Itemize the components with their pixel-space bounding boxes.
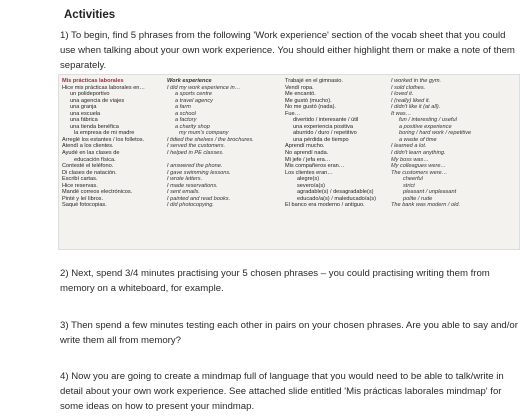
vocab-row: I worked in the gym. [391,78,442,84]
vocab-row: una escuela [70,110,101,117]
vocab-column-spanish-2 [285,78,376,209]
vocab-row: agradable(s) / desagradable(s) [297,189,374,196]
vocab-row: cheerful [403,176,423,183]
vocab-row: I tidied the shelves / the brochures. [167,136,254,143]
vocab-row: It was… [391,110,412,117]
vocab-row: Trabajé en el gimnasio. [285,78,343,84]
vocab-row: pleasant / unpleasant [403,189,457,196]
vocab-row: strict [403,182,415,189]
vocab-row: Atendí a los clientes. [62,143,114,150]
vocab-row: a school [175,110,196,117]
vocab-row: Vendí ropa. [285,84,314,91]
vocab-row: a positive experience [399,123,452,130]
vocab-row: divertido / interesante / útil [293,117,359,124]
vocab-row: Arreglé los estantes / los folletos. [62,136,145,143]
vocab-row: a factory [175,117,197,124]
vocab-row: boring / hard work / repetitive [399,130,472,137]
instruction-4: 4) Now you are going to create a mindmap full of language that you would need to be able to talk/write in detail about your own work experience. See attached slide entitled 'Mis prácticas laborales mindmap' for some ideas on how to present your mindmap. [60,371,504,413]
vocab-row: I did my work experience in… [167,84,241,91]
vocab-row: I made reservations. [167,182,218,189]
vocab-row: Mi jefe / jefa era… [285,156,331,163]
vocab-row: Mis prácticas laborales [62,78,124,84]
vocab-row: I sent emails. [167,189,200,196]
vocab-row: Hice mis prácticas laborales en… [62,84,146,91]
vocab-row: una experiencia positiva [293,123,354,130]
vocab-row: a travel agency [175,97,213,104]
vocab-row: No aprendí nada. [285,150,329,157]
vocab-row: polite / rude [403,195,433,202]
vocab-row: a waste of time [399,136,437,143]
vocab-row: Me encantó. [285,91,316,98]
vocab-row: Aprendí mucho. [285,143,325,150]
vocab-row: Di clases de natación. [62,169,117,176]
vocab-row: una pérdida de tiempo [293,136,349,143]
vocab-row: I didn't learn anything. [391,150,446,157]
vocab-row: severo/a(s) [297,182,325,189]
vocab-row: I sold clothes. [391,84,426,91]
vocab-row: una tienda benéfica [70,123,119,130]
vocab-row: Me gustó (mucho). [285,97,332,104]
vocab-row: I loved it. [391,91,414,98]
vocab-row: alegre(s) [297,176,320,183]
vocab-row: Pinté y leí libros. [62,195,104,202]
vocab-column-spanish-1 [62,78,145,209]
instruction-1: 1) To begin, find 5 phrases from the following 'Work experience' section of the vocab sheet that you could use when talking about your own work experience. You should either highlight them or make a note of them separately. [60,30,515,72]
vocab-row: educado/a(s) / maleducado/a(s) [297,195,376,202]
vocab-column-english-1 [167,78,254,209]
vocab-row: a farm [175,104,191,111]
vocab-row: aburrido / duro / repetitivo [293,130,357,137]
vocab-row: I didn't like it (at all). [391,104,441,111]
vocab-row: My boss was… [391,156,429,163]
vocab-row: a sports centre [175,91,212,98]
vocab-row: Los clientes eran… [285,169,333,176]
vocab-row: I did photocopying. [167,202,214,209]
vocab-row: I served the customers. [167,143,226,150]
vocab-row: The bank was modern / old. [391,202,461,209]
vocab-row: Work experience [167,78,212,84]
vocab-row: Saqué fotocopias. [62,202,107,209]
instruction-2: 2) Next, spend 3/4 minutes practising your 5 chosen phrases – you could practising writing them from memory on a whiteboard, for example. [60,268,490,295]
vocab-row: My colleagues were… [391,163,447,170]
vocab-row: Fue… [285,110,301,117]
instruction-3: 3) Then spend a few minutes testing each other in pairs on your chosen phrases. Are you able to say and/or write them all from memory? [60,320,518,347]
vocab-row: I answered the phone. [167,163,223,170]
vocab-row: Mandé correos electrónicos. [62,189,133,196]
vocab-row: la empresa de mi madre [74,130,135,137]
vocab-column-english-2 [391,78,471,209]
vocab-row: I wrote letters. [167,176,203,183]
vocab-row: una granja [70,104,97,111]
vocab-row: una fábrica [70,117,98,124]
vocab-row: my mum's company [179,130,229,137]
page-heading: Activities [64,9,116,21]
vocab-row: I (really) liked it. [391,97,431,104]
vocab-row: I gave swimming lessons. [167,169,231,176]
vocab-row: Escribí cartas. [62,176,98,183]
vocab-row: The customers were… [391,169,448,176]
vocab-row: Hice reservas. [62,182,98,189]
vocab-row: educación física. [74,156,116,163]
vocab-row: una agencia de viajes [70,97,125,104]
vocab-row: un polideportivo [70,91,110,98]
vocab-sheet-image [58,74,520,250]
vocab-row: I learned a lot. [391,143,427,150]
vocab-row: No me gustó (nada). [285,104,336,111]
vocab-row: Contesté el teléfono. [62,163,114,170]
vocab-row: I helped in PE classes. [167,150,224,157]
vocab-row: I painted and read books. [167,195,231,202]
vocab-row: fun / interesting / useful [399,117,457,124]
vocab-row: El banco era moderno / antiguo. [285,202,365,209]
vocab-row: a charity shop [175,123,210,130]
vocab-row: Ayudé en las clases de [62,150,120,157]
vocab-row: Mis compañeros eran… [285,163,345,170]
